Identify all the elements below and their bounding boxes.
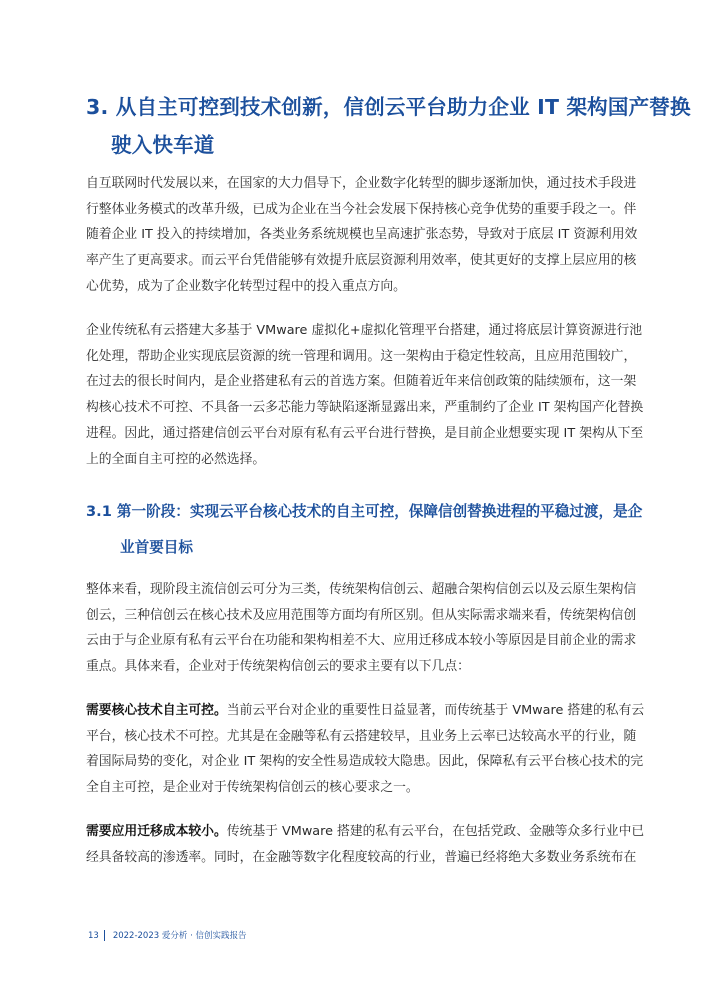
footer-report-title: 2022-2023 爱分析 · 信创实践报告 bbox=[112, 931, 247, 941]
paragraph-line: 经具备较高的渗透率。同时，在金融等数字化程度较高的行业，普遍已经将绝大多数业务系统布在 bbox=[86, 849, 637, 865]
subsection-heading bbox=[86, 494, 646, 566]
paragraph-line bbox=[86, 698, 645, 724]
paragraph-lead: 需要应用迁移成本较小。 bbox=[86, 824, 227, 839]
section-heading bbox=[86, 88, 691, 164]
paragraph-line: 重点。具体来看，企业对于传统架构信创云的要求主要有以下几点： bbox=[86, 659, 470, 675]
paragraph-line: 云由于与企业原有私有云平台在功能和架构相差不大、应用迁移成本较小等原因是目前企业的需求 bbox=[86, 633, 637, 649]
paragraph-line: 率产生了更高要求。而云平台凭借能够有效提升底层资源利用效率，使其更好的支撑上层应用的核 bbox=[86, 253, 637, 269]
paragraph-line: 化处理，帮助企业实现底层资源的统一管理和调用。这一架构由于稳定性较高，且应用范围较广， bbox=[86, 348, 637, 364]
paragraph-lead: 需要核心技术自主可控。 bbox=[86, 703, 227, 718]
paragraph-line: 在过去的很长时间内，是企业搭建私有云的首选方案。但随着近年来信创政策的陆续颁布，这一架 bbox=[86, 374, 637, 390]
paragraph-line: 进程。因此，通过搭建信创云平台对原有私有云平台进行替换，是目前企业想要实现 IT 架构从下至 bbox=[86, 425, 644, 441]
footer-divider bbox=[104, 930, 105, 941]
paragraph-line: 创云，三种信创云在核心技术及应用范围等方面均有所区别。但从实际需求端来看，传统架构信创 bbox=[86, 607, 637, 623]
paragraph-line: 随着企业 IT 投入的持续增加，各类业务系统规模也呈高速扩张态势，导致对于底层 IT 资源利用效 bbox=[86, 227, 638, 243]
page-footer bbox=[88, 930, 246, 942]
paragraph-overview bbox=[86, 577, 637, 680]
subsection-heading-line-1: 3.1 第一阶段：实现云平台核心技术的自主可控，保障信创替换进程的平稳过渡，是企 bbox=[86, 503, 643, 520]
paragraph-line: 企业传统私有云搭建大多基于 VMware 虚拟化+虚拟化管理平台搭建，通过将底层计算资源进行池 bbox=[86, 323, 643, 338]
paragraph-line: 全自主可控，是企业对于传统架构信创云的核心要求之一。 bbox=[86, 780, 419, 796]
section-heading-line-2: 驶入快车道 bbox=[111, 133, 215, 157]
paragraph-line: 行整体业务模式的改革升级，已成为企业在当今社会发展下保持核心竞争优势的重要手段之一。伴 bbox=[86, 201, 637, 217]
paragraph-line-rest: 当前云平台对企业的重要性日益显著，而传统基于 VMware 搭建的私有云 bbox=[226, 703, 645, 718]
paragraph-line: 构核心技术不可控、不具备一云多芯能力等缺陷逐渐显露出来，严重制约了企业 IT 架构国产化替换 bbox=[86, 400, 644, 416]
paragraph-line-rest: 传统基于 VMware 搭建的私有云平台，在包括党政、金融等众多行业中已 bbox=[226, 824, 645, 839]
paragraph-line: 着国际局势的变化，对企业 IT 架构的安全性易造成较大隐患。因此，保障私有云平台核心技术的完 bbox=[86, 754, 644, 770]
paragraph-migration-cost bbox=[86, 819, 645, 870]
paragraph-line: 上的全面自主可控的必然选择。 bbox=[86, 451, 266, 467]
paragraph-core-tech bbox=[86, 698, 645, 801]
paragraph-private-cloud bbox=[86, 318, 644, 472]
paragraph-line: 平台，核心技术不可控。尤其是在金融等私有云搭建较早，且业务上云率已达较高水平的行业，随 bbox=[86, 728, 637, 744]
paragraph-intro bbox=[86, 171, 638, 300]
page-number: 13 bbox=[88, 931, 99, 941]
paragraph-line: 自互联网时代发展以来，在国家的大力倡导下，企业数字化转型的脚步逐渐加快，通过技术手段进 bbox=[86, 176, 637, 191]
section-heading-line-1: 3. 从自主可控到技术创新，信创云平台助力企业 IT 架构国产替换 bbox=[86, 95, 691, 119]
paragraph-line bbox=[86, 819, 645, 845]
paragraph-line: 心优势，成为了企业数字化转型过程中的投入重点方向。 bbox=[86, 278, 406, 294]
paragraph-line: 整体来看，现阶段主流信创云可分为三类，传统架构信创云、超融合架构信创云以及云原生架构信 bbox=[86, 582, 637, 597]
subsection-heading-line-2: 业首要目标 bbox=[120, 539, 193, 556]
